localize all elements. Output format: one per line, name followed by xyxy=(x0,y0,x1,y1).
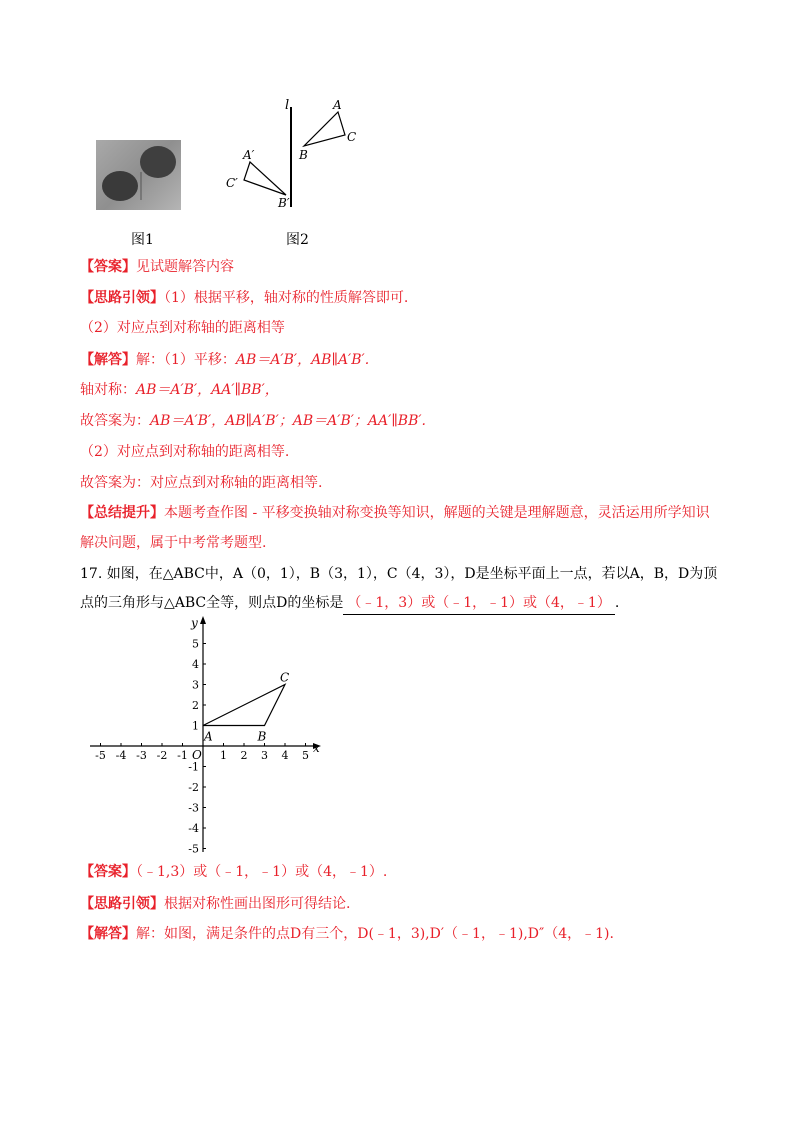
q17-solve-text: 解：如图，满足条件的点D有三个，D(﹣1，3),D′（﹣1，﹣1),D″（4，﹣1). xyxy=(136,926,614,942)
q17-hint-text: 根据对称性画出图形可得结论. xyxy=(164,896,351,912)
point-b-label: B xyxy=(257,729,267,744)
q16-solve-line xyxy=(80,350,369,370)
solve-translate: AB＝A′B′，AB∥A′B′. xyxy=(235,352,370,368)
x-tick-label: -1 xyxy=(177,749,188,762)
ans1-prefix: 故答案为： xyxy=(80,413,150,429)
q17-hint-tag: 【思路引领】 xyxy=(80,896,164,912)
y-axis-arrow xyxy=(200,616,206,624)
q17-line-1 xyxy=(80,563,717,585)
q17-blank xyxy=(343,592,614,615)
leaf-shape-lower xyxy=(102,171,138,201)
q17-text-2-suffix: . xyxy=(614,595,620,611)
q16-ans2-line: 故答案为：对应点到对称轴的距离相等. xyxy=(80,475,323,491)
y-tick-label: -3 xyxy=(188,801,199,815)
x-tick-label: 1 xyxy=(220,749,227,762)
leaf-photo xyxy=(96,140,181,210)
figure-2-caption: 图2 xyxy=(286,232,309,248)
q17-number: 17. xyxy=(80,566,103,582)
summary-text-1: 本题考查作图 - 平移变换轴对称变换等知识，解题的关键是理解题意，灵活运用所学知识 xyxy=(164,505,710,521)
q16-answer-line xyxy=(80,257,234,277)
ans1-text: AB＝A′B′，AB∥A′B′；AB＝A′B′；AA′∥BB′. xyxy=(150,413,427,429)
origin-label: O xyxy=(192,748,202,762)
y-tick-label: 2 xyxy=(192,699,199,712)
y-tick-label: -1 xyxy=(188,760,199,774)
solve-prefix: 解：（1）平移： xyxy=(136,352,236,368)
y-tick-label: 3 xyxy=(192,678,199,692)
q17-answer-tag: 【答案】 xyxy=(80,864,136,880)
label-c: C xyxy=(347,130,357,144)
coordinate-graph xyxy=(85,612,330,854)
q16-ans1-line xyxy=(80,411,426,431)
label-a-prime: A′ xyxy=(243,148,255,162)
y-tick-label: 4 xyxy=(192,658,199,671)
answer-tag: 【答案】 xyxy=(80,259,136,275)
triangle-abc xyxy=(304,112,345,146)
solve-tag: 【解答】 xyxy=(80,352,136,368)
x-tick-label: 4 xyxy=(281,749,289,762)
hint-tag: 【思路引领】 xyxy=(80,290,164,306)
x-tick-label: 3 xyxy=(261,749,268,762)
q16-summary-line xyxy=(80,503,710,523)
q16-axis-line xyxy=(80,380,279,400)
summary-tag: 【总结提升】 xyxy=(80,505,164,521)
triangle-abc-graph xyxy=(203,671,289,744)
axis-prefix: 轴对称： xyxy=(80,382,136,398)
x-tick-label: -5 xyxy=(95,749,106,762)
label-c-prime: C′ xyxy=(226,176,238,190)
q17-answer-line xyxy=(80,862,387,882)
q17-solve-tag: 【解答】 xyxy=(80,926,136,942)
y-tick-label: -4 xyxy=(188,822,199,835)
triangle-a1b1c1 xyxy=(244,162,286,195)
x-axis-label: x xyxy=(313,741,320,755)
answer-text: 见试题解答内容 xyxy=(136,259,234,275)
q17-blank-answer: （﹣1，3）或（﹣1，﹣1）或（4，﹣1） xyxy=(347,595,611,611)
q17-text-1: 如图，在△ABC中，A（0，1），B（3，1），C（4，3），D是坐标平面上一点，若以A，B，D为顶 xyxy=(106,566,718,582)
x-tick-label: 5 xyxy=(302,749,309,762)
q16-hint-line-2: （2）对应点到对称轴的距离相等 xyxy=(80,320,285,336)
leaf-shape-upper xyxy=(140,146,176,178)
point-a-label: A xyxy=(204,729,213,744)
q16-hint-line xyxy=(80,288,408,308)
point-c-label: C xyxy=(280,670,290,685)
label-l: l xyxy=(285,98,290,113)
label-b: B xyxy=(299,148,308,162)
q17-text-2: 点的三角形与△ABC全等，则点D的坐标是 xyxy=(80,595,344,611)
x-tick-label: -3 xyxy=(136,749,147,762)
hint-text-1: （1）根据平移，轴对称的性质解答即可. xyxy=(164,290,409,306)
q17-answer-text: （﹣1,3）或（﹣1，﹣1）或（4，﹣1）. xyxy=(136,864,388,880)
q16-summary-line-2: 解决问题，属于中考常考题型. xyxy=(80,535,267,551)
label-b-prime: B′ xyxy=(278,196,290,210)
x-tick-label: -2 xyxy=(156,749,168,762)
x-tick-label: -4 xyxy=(115,749,127,762)
figure-1-caption: 图1 xyxy=(131,232,154,248)
q17-hint-line xyxy=(80,894,350,914)
q17-solve-line xyxy=(80,924,614,944)
x-tick-label: 2 xyxy=(240,749,248,762)
y-tick-label: -2 xyxy=(188,781,199,794)
y-axis-label: y xyxy=(191,616,198,630)
y-tick-label: 5 xyxy=(192,637,199,651)
axis-text: AB＝A′B′，AA′∥BB′， xyxy=(136,382,279,398)
leaf-photo-svg xyxy=(96,140,181,210)
figure-2-diagram xyxy=(220,95,370,215)
triangle-abc-shape xyxy=(203,685,285,726)
label-a: A xyxy=(333,98,342,112)
y-tick-label: -5 xyxy=(188,842,199,854)
y-tick-label: 1 xyxy=(192,719,199,733)
q16-part2-line: （2）对应点到对称轴的距离相等. xyxy=(80,444,290,460)
